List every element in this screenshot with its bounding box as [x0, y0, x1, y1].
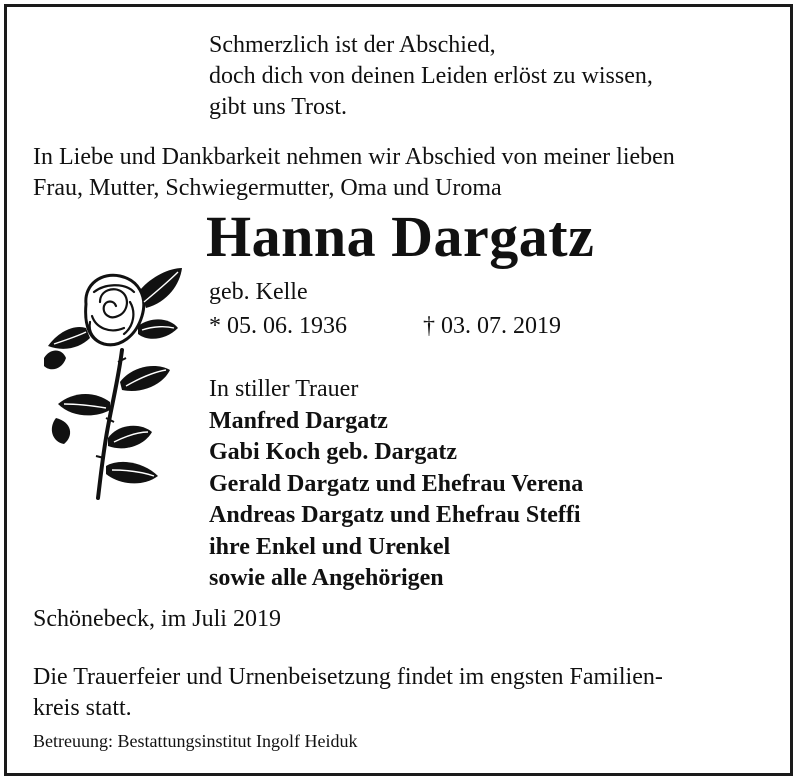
- ceremony-line: kreis statt.: [33, 695, 132, 721]
- rose-icon: [34, 262, 186, 502]
- mourner-name: Gerald Dargatz und Ehefrau Verena: [209, 470, 584, 497]
- quote-line: gibt uns Trost.: [209, 94, 348, 120]
- birth-date: * 05. 06. 1936: [209, 313, 347, 339]
- ceremony-note: [33, 662, 663, 724]
- quote-line: Schmerzlich ist der Abschied,: [209, 32, 496, 58]
- mourner-name: Manfred Dargatz: [209, 407, 388, 434]
- mourner-name: sowie alle Angehörigen: [209, 565, 444, 591]
- mourner-name: Gabi Koch geb. Dargatz: [209, 439, 457, 465]
- death-date: † 03. 07. 2019: [423, 313, 561, 339]
- mourners-block: [209, 374, 583, 595]
- maiden-name: geb. Kelle: [209, 279, 308, 305]
- mourner-name: ihre Enkel und Urenkel: [209, 533, 451, 560]
- intro-line: In Liebe und Dankbarkeit nehmen wir Abschied von meiner lieben: [33, 144, 675, 170]
- place-date: Schönebeck, im Juli 2019: [33, 606, 281, 632]
- intro-text: [33, 142, 675, 204]
- deceased-name: Hanna Dargatz: [206, 204, 595, 269]
- condolence-quote: [209, 30, 653, 123]
- quote-line: doch dich von deinen Leiden erlöst zu wissen,: [209, 63, 653, 89]
- intro-line: Frau, Mutter, Schwiegermutter, Oma und Uroma: [33, 175, 502, 201]
- mourning-lead: In stiller Trauer: [209, 376, 359, 402]
- ceremony-line: Die Trauerfeier und Urnenbeisetzung findet im engsten Familien-: [33, 664, 663, 690]
- funeral-care: Betreuung: Bestattungsinstitut Ingolf Heiduk: [33, 731, 358, 751]
- mourner-name: Andreas Dargatz und Ehefrau Steffi: [209, 502, 581, 528]
